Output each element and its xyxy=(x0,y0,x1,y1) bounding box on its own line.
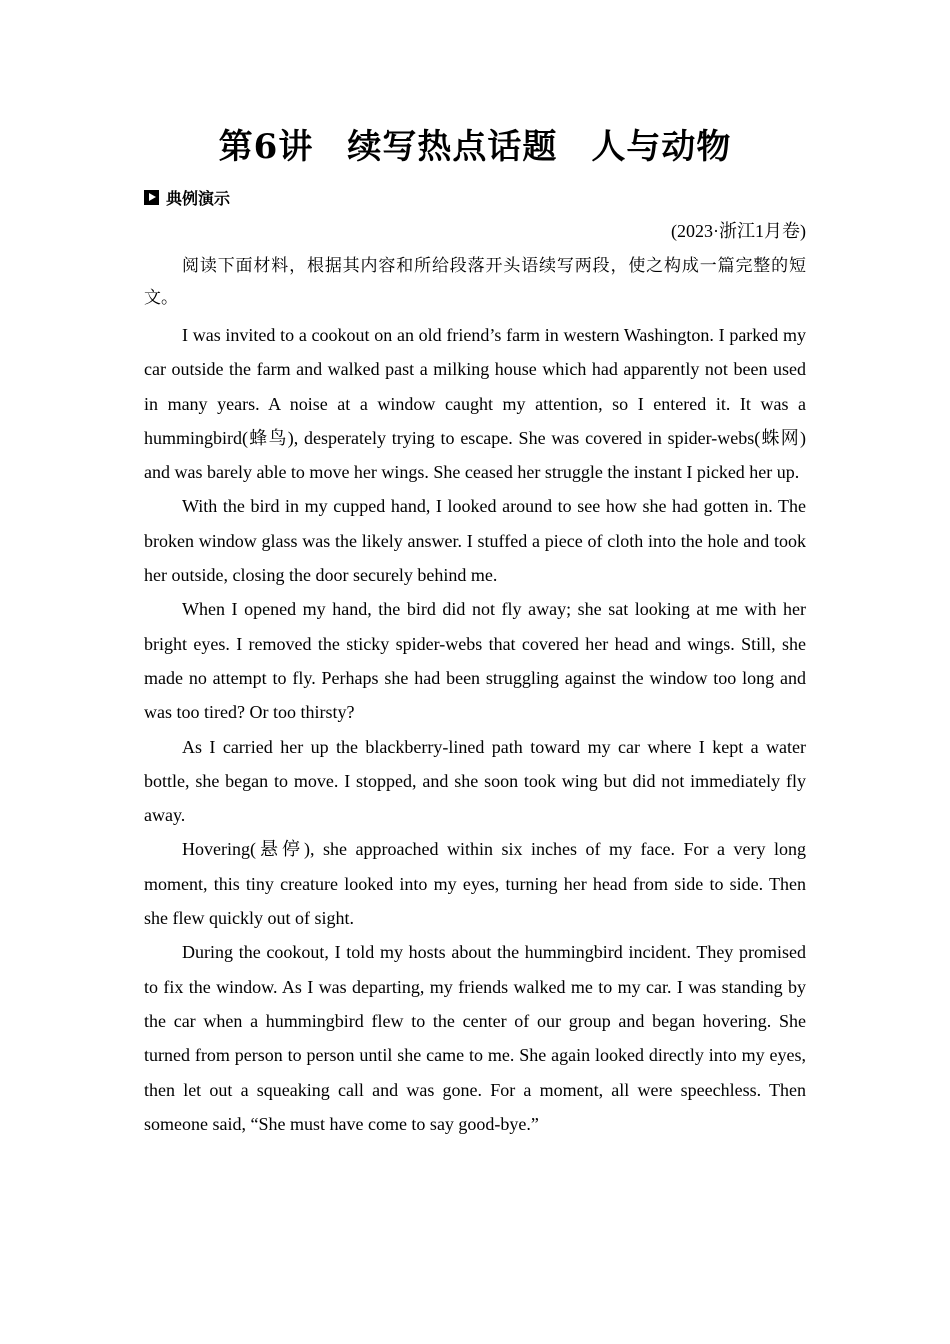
paragraph-5: Hovering(悬停), she approached within six inches of my face. For a very long moment, this tiny creature looked into my eyes, turning her head from side to side. Then she flew quickly out of sight. xyxy=(144,839,806,929)
paragraph-2: With the bird in my cupped hand, I looked around to see how she had gotten in. The broken window glass was the likely answer. I stuffed a piece of cloth into the hole and took her outside, closing the door securely behind me. xyxy=(144,496,806,586)
section-header xyxy=(144,185,230,209)
lecture-number: 第6讲 xyxy=(218,127,314,167)
paragraph-4: As I carried her up the blackberry-lined path toward my car where I kept a water bottle, she began to move. I stopped, and she soon took wing but did not immediately fly away. xyxy=(144,736,806,826)
play-triangle-icon xyxy=(144,190,159,205)
page-title xyxy=(0,124,950,170)
lecture-subtopic: 人与动物 xyxy=(591,127,732,167)
lecture-topic: 续写热点话题 xyxy=(347,127,558,167)
section-label: 典例演示 xyxy=(166,188,231,208)
paragraph-6: During the cookout, I told my hosts about the hummingbird incident. They promised to fix the window. As I was departing, my friends walked me to my car. I was standing by the car when a hummingbird flew to the center of our group and began hovering. She turned from person to person until she came to me. She again looked directly into my eyes, then let out a squeaking call and was gone. For a moment, all were speechless. Then someone said, “She must have come to say good-bye.” xyxy=(144,942,806,1134)
paragraph-1: I was invited to a cookout on an old friend’s farm in western Washington. I parked my car outside the farm and walked past a milking house which had apparently not been used in many years. A noise at a window caught my attention, so I entered it. It was a hummingbird(蜂鸟), desperately trying to escape. She was covered in spider-webs(蛛网) and was barely able to move her wings. She ceased her struggle the instant I picked her up. xyxy=(144,325,806,483)
instructions-text: 阅读下面材料，根据其内容和所给段落开头语续写两段，使之构成一篇完整的短文。 xyxy=(144,256,806,307)
exam-source: (2023·浙江1月卷) xyxy=(671,221,806,241)
passage-body xyxy=(144,250,806,1141)
paragraph-3: When I opened my hand, the bird did not fly away; she sat looking at me with her bright eyes. I removed the sticky spider-webs that covered her head and wings. Still, she made no attempt to fly. Perhaps she had been struggling against the window too long and was too tired? Or too thirsty? xyxy=(144,599,806,723)
